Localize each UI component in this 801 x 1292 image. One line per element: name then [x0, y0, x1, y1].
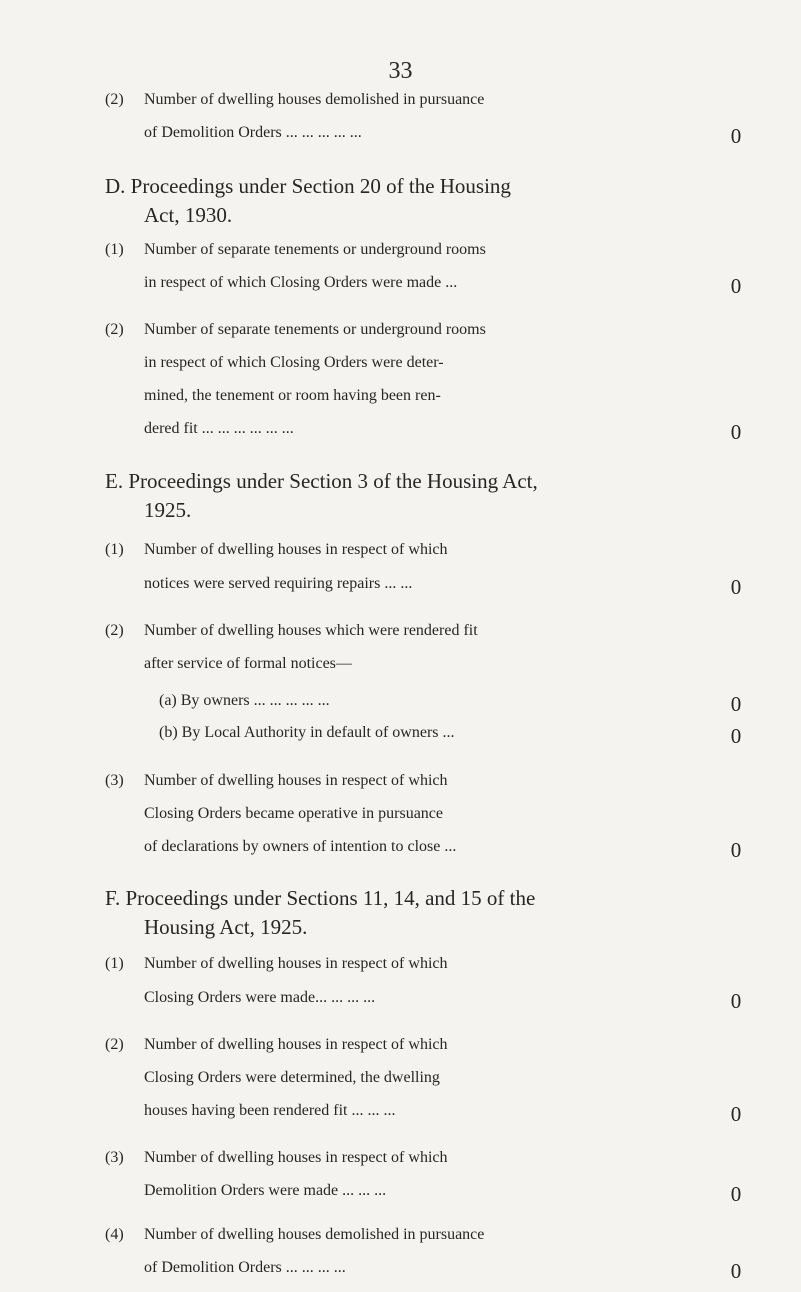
item-value: 0: [730, 1102, 742, 1126]
item-value: 0: [730, 575, 742, 599]
item-text-line: of Demolition Orders ... ... ... ...: [144, 1259, 346, 1276]
item-text-line: Number of dwelling houses in respect of which: [144, 1036, 448, 1053]
item-text-line: Number of dwelling houses which were rendered fit: [144, 622, 478, 639]
item-text-line: Number of dwelling houses in respect of which: [144, 955, 448, 972]
item-value: 0: [730, 274, 742, 298]
item-number: (2): [105, 321, 124, 338]
item-text-line: Closing Orders were determined, the dwelling: [144, 1069, 440, 1086]
item-number: (1): [105, 541, 124, 558]
item-text-line: dered fit ... ... ... ... ... ...: [144, 420, 294, 437]
item-number: (4): [105, 1226, 124, 1243]
item-text-line: after service of formal notices—: [144, 655, 352, 672]
item-text-line: Number of dwelling houses demolished in pursuance: [144, 1226, 485, 1243]
item-value: 0: [730, 124, 742, 148]
section-heading: Act, 1930.: [144, 203, 233, 227]
item-text-line: in respect of which Closing Orders were deter-: [144, 354, 444, 371]
section-heading: E. Proceedings under Section 3 of the Housing Act,: [105, 469, 538, 493]
page-number: 33: [388, 58, 413, 84]
item-text-line: Number of dwelling houses in respect of which: [144, 772, 448, 789]
item-value: 0: [730, 838, 742, 862]
item-text-line: Demolition Orders were made ... ... ...: [144, 1182, 387, 1199]
item-value: 0: [730, 1182, 742, 1206]
item-text-line: Number of separate tenements or underground rooms: [144, 321, 486, 338]
subitem-label: (a) By owners ... ... ... ... ...: [159, 692, 330, 709]
item-number: (2): [105, 91, 124, 108]
item-text-line: Number of separate tenements or underground rooms: [144, 241, 486, 258]
section-heading: 1925.: [144, 498, 192, 522]
item-text-line: of declarations by owners of intention to close ...: [144, 838, 457, 855]
item-text-line: houses having been rendered fit ... ... ...: [144, 1102, 396, 1119]
section-heading: F. Proceedings under Sections 11, 14, and 15 of the: [105, 886, 536, 910]
item-text-line: Number of dwelling houses demolished in pursuance: [144, 91, 485, 108]
item-text-line: Number of dwelling houses in respect of which: [144, 1149, 448, 1166]
item-number: (3): [105, 772, 124, 789]
item-text-line: in respect of which Closing Orders were made ...: [144, 274, 458, 291]
item-value: 0: [730, 692, 742, 716]
item-number: (2): [105, 622, 124, 639]
item-value: 0: [730, 724, 742, 748]
subitem-label: (b) By Local Authority in default of owners ...: [159, 724, 455, 741]
item-value: 0: [730, 1259, 742, 1283]
item-value: 0: [730, 989, 742, 1013]
item-number: (1): [105, 955, 124, 972]
section-heading: Housing Act, 1925.: [144, 915, 308, 939]
item-value: 0: [730, 420, 742, 444]
item-number: (1): [105, 241, 124, 258]
item-text-line: Number of dwelling houses in respect of which: [144, 541, 448, 558]
item-text-line: Closing Orders became operative in pursuance: [144, 805, 444, 822]
item-text-line: notices were served requiring repairs ... ...: [144, 575, 413, 592]
item-text-line: of Demolition Orders ... ... ... ... ...: [144, 124, 362, 141]
item-text-line: Closing Orders were made... ... ... ...: [144, 989, 376, 1006]
item-text-line: mined, the tenement or room having been ren-: [144, 387, 441, 404]
item-number: (2): [105, 1036, 124, 1053]
section-heading: D. Proceedings under Section 20 of the Housing: [105, 174, 511, 198]
item-number: (3): [105, 1149, 124, 1166]
